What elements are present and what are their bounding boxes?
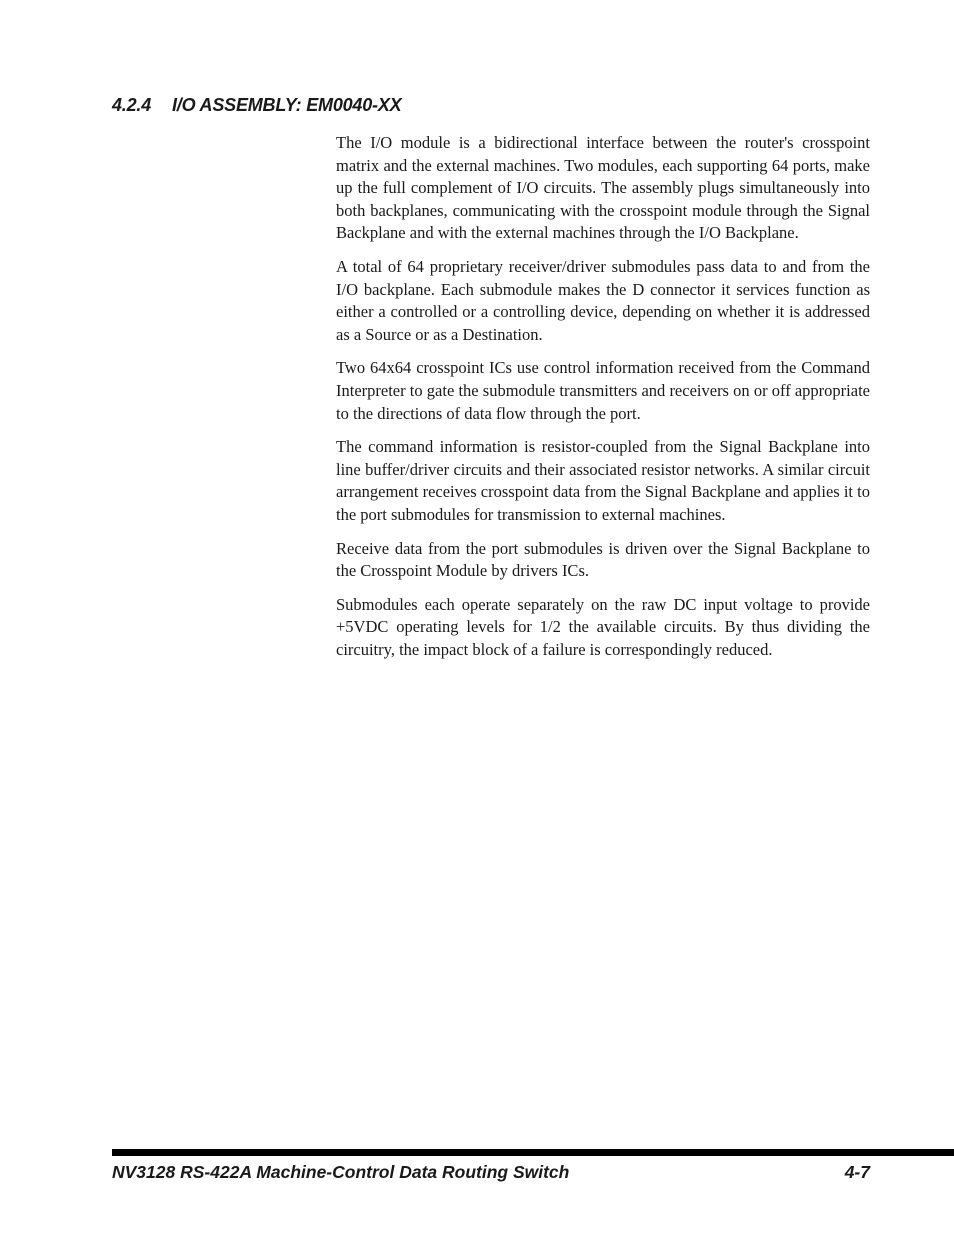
- paragraph-3: Two 64x64 crosspoint ICs use control information received from the Command Interpreter to gate the submodule transmitters and receivers on or off appropriate to the directions of data flow through the port.: [336, 358, 870, 423]
- paragraph-6: Submodules each operate separately on the raw DC input voltage to provide +5VDC operating levels for 1/2 the available circuits. By thus dividing the circuitry, the impact block of a failure is correspondingly reduced.: [336, 594, 870, 659]
- section-heading: [112, 95, 401, 116]
- footer-rule: [112, 1149, 954, 1156]
- section-title: I/O ASSEMBLY: EM0040-XX: [172, 95, 402, 115]
- paragraph-2: A total of 64 proprietary receiver/driver submodules pass data to and from the I/O backplane. Each submodule makes the D connector it services function as either a controlled or a controlling device, depending on whether it is addressed as a Source or as a Destination.: [336, 256, 870, 344]
- page-number: 4-7: [844, 1162, 870, 1182]
- section-number: 4.2.4: [112, 95, 152, 115]
- body-text: [336, 132, 870, 672]
- paragraph-1: The I/O module is a bidirectional interface between the router's crosspoint matrix and the external machines. Two modules, each supporting 64 ports, make up the full complement of I/O circuits. The assembly plugs simultaneously into both backplanes, communicating with the crosspoint module through the Signal Backplane and with the external machines through the I/O Backplane.: [336, 133, 870, 243]
- paragraph-4: The command information is resistor-coupled from the Signal Backplane into line buffer/driver circuits and their associated resistor networks. A similar circuit arrangement receives crosspoint data from the Signal Backplane and applies it to the port submodules for transmission to external machines.: [336, 437, 870, 524]
- paragraph-5: Receive data from the port submodules is driven over the Signal Backplane to the Crosspoint Module by drivers ICs.: [336, 538, 870, 581]
- footer-title: NV3128 RS-422A Machine-Control Data Routing Switch: [112, 1162, 570, 1182]
